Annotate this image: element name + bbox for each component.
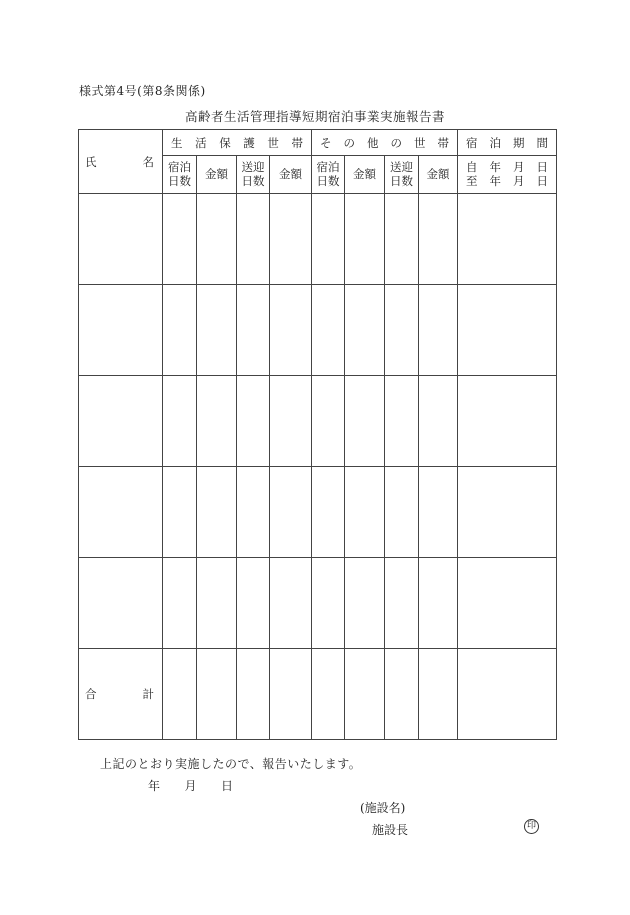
period-cell[interactable]: [458, 376, 557, 467]
table-cell[interactable]: [419, 376, 458, 467]
date-day-label: 日: [220, 779, 233, 793]
table-cell[interactable]: [385, 285, 419, 376]
table-cell[interactable]: [385, 558, 419, 649]
header-row-groups: [79, 130, 557, 156]
other-transport-days-header: 送迎 日数: [385, 156, 419, 194]
name-cell[interactable]: [79, 558, 163, 649]
total-cell[interactable]: [345, 649, 385, 740]
table-cell[interactable]: [163, 194, 197, 285]
welfare-stay-amount-header: 金額: [197, 156, 237, 194]
table-cell[interactable]: [345, 194, 385, 285]
name-cell[interactable]: [79, 467, 163, 558]
total-cell[interactable]: [163, 649, 197, 740]
table-cell[interactable]: [270, 194, 312, 285]
document-title: 高齢者生活管理指導短期宿泊事業実施報告書: [184, 109, 445, 124]
period-cell[interactable]: [458, 467, 557, 558]
name-cell[interactable]: [79, 376, 163, 467]
other-transport-amount-header: 金額: [419, 156, 458, 194]
total-cell[interactable]: [419, 649, 458, 740]
form-number: 様式第4号(第8条関係): [79, 84, 206, 98]
table-cell[interactable]: [419, 558, 458, 649]
table-cell[interactable]: [197, 194, 237, 285]
period-cell[interactable]: [458, 558, 557, 649]
table-cell[interactable]: [270, 558, 312, 649]
table-cell[interactable]: [270, 285, 312, 376]
name-cell[interactable]: [79, 194, 163, 285]
welfare-transport-days-header: 送迎 日数: [237, 156, 270, 194]
table-cell[interactable]: [163, 558, 197, 649]
table-row: [79, 376, 557, 467]
table-cell[interactable]: [312, 376, 345, 467]
table-cell[interactable]: [197, 285, 237, 376]
table-cell[interactable]: [270, 376, 312, 467]
report-date: [148, 777, 233, 794]
total-cell[interactable]: [270, 649, 312, 740]
other-household-header: そ の 他 の 世 帯: [312, 130, 458, 156]
date-month-label: 月: [184, 779, 197, 793]
table-cell[interactable]: [163, 376, 197, 467]
table-cell[interactable]: [163, 467, 197, 558]
table-row: [79, 467, 557, 558]
report-table: [78, 129, 557, 740]
table-cell[interactable]: [345, 467, 385, 558]
table-row: [79, 285, 557, 376]
table-cell[interactable]: [385, 194, 419, 285]
table-cell[interactable]: [197, 558, 237, 649]
total-cell[interactable]: [385, 649, 419, 740]
total-cell[interactable]: [237, 649, 270, 740]
table-cell[interactable]: [345, 558, 385, 649]
total-cell[interactable]: [197, 649, 237, 740]
table-cell[interactable]: [419, 467, 458, 558]
other-stay-amount-header: 金額: [345, 156, 385, 194]
seal-stamp-icon: 印: [524, 819, 539, 834]
stay-period-header: 宿 泊 期 間: [458, 130, 557, 156]
welfare-stay-days-header: 宿泊 日数: [163, 156, 197, 194]
other-stay-days-header: 宿泊 日数: [312, 156, 345, 194]
table-cell[interactable]: [312, 285, 345, 376]
table-cell[interactable]: [312, 194, 345, 285]
table-cell[interactable]: [237, 467, 270, 558]
table-cell[interactable]: [345, 376, 385, 467]
table-cell[interactable]: [312, 558, 345, 649]
report-statement: 上記のとおり実施したので、報告いたします。: [100, 757, 362, 771]
table-cell[interactable]: [312, 467, 345, 558]
name-cell[interactable]: [79, 285, 163, 376]
total-cell[interactable]: [312, 649, 345, 740]
table-cell[interactable]: [419, 285, 458, 376]
period-from-line: 自 年 月 日: [466, 159, 548, 174]
table-cell[interactable]: [385, 467, 419, 558]
table-cell[interactable]: [163, 285, 197, 376]
total-label-cell: 合 計: [79, 649, 163, 740]
facility-name-label: (施設名): [360, 801, 406, 815]
period-cell[interactable]: [458, 194, 557, 285]
table-cell[interactable]: [270, 467, 312, 558]
period-cell[interactable]: [458, 285, 557, 376]
period-to-line: 至 年 月 日: [466, 173, 548, 188]
table-cell[interactable]: [237, 376, 270, 467]
table-cell[interactable]: [237, 558, 270, 649]
stay-period-range-header: [458, 156, 557, 194]
table-cell[interactable]: [345, 285, 385, 376]
name-header: 氏 名: [79, 130, 163, 194]
date-year-label: 年: [148, 779, 161, 793]
table-cell[interactable]: [197, 376, 237, 467]
welfare-transport-amount-header: 金額: [270, 156, 312, 194]
table-cell[interactable]: [385, 376, 419, 467]
table-cell[interactable]: [419, 194, 458, 285]
table-cell[interactable]: [197, 467, 237, 558]
table-cell[interactable]: [237, 194, 270, 285]
total-row: [79, 649, 557, 740]
facility-head-label: 施設長: [372, 823, 409, 837]
table-row: [79, 194, 557, 285]
table-row: [79, 558, 557, 649]
table-cell[interactable]: [237, 285, 270, 376]
welfare-household-header: 生 活 保 護 世 帯: [163, 130, 312, 156]
total-period-cell[interactable]: [458, 649, 557, 740]
